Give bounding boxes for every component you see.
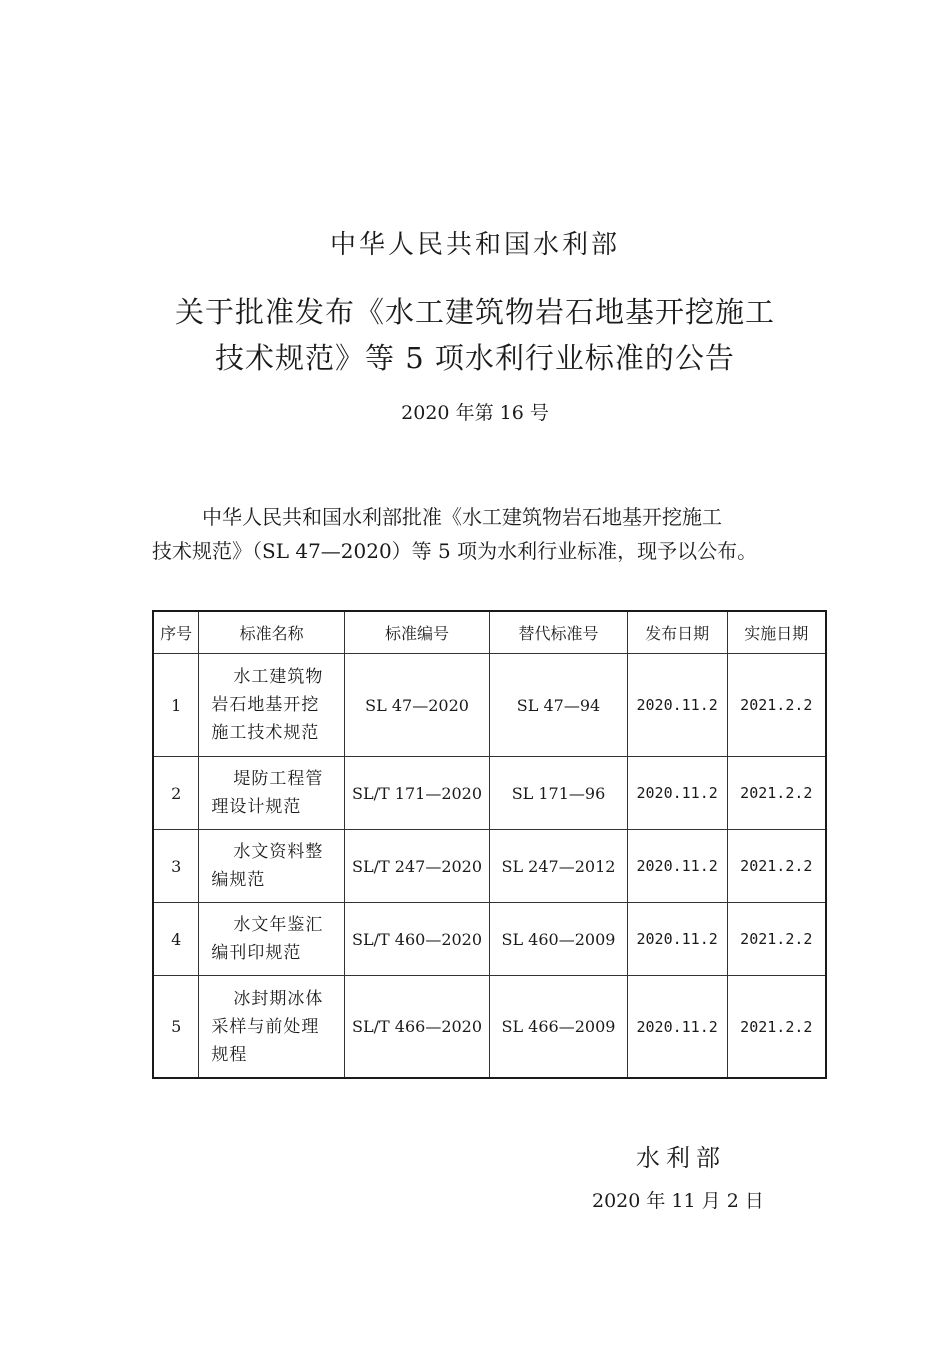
cell-effective-date: 2021.2.2 [727,830,826,903]
name-line: 堤防工程管 [233,769,324,789]
signature-ministry: 水利部 [636,1144,726,1172]
cell-replaces: SL 460—2009 [490,903,627,976]
cell-replaces: SL 247—2012 [490,830,627,903]
name-line: 理设计规范 [211,797,302,817]
cell-publish-date: 2020.11.2 [627,654,727,757]
name-line: 冰封期冰体 [233,988,324,1009]
cell-effective-date: 2021.2.2 [727,976,826,1079]
announcement-title-line2: 技术规范》等 5 项水利行业标准的公告 [215,341,735,375]
cell-replaces: SL 466—2009 [490,976,627,1079]
cell-seq: 2 [153,757,199,830]
cell-name [199,903,345,976]
cell-replaces: SL 47—94 [490,654,627,757]
document-number: 2020 年第 16 号 [401,402,549,424]
cell-effective-date: 2021.2.2 [727,654,826,757]
header-publish-date: 发布日期 [627,611,727,654]
header-code: 标准编号 [344,611,489,654]
name-line: 采样与前处理 [211,1016,320,1037]
header-replaces: 替代标准号 [490,611,627,654]
table-row [153,976,826,1079]
cell-seq: 4 [153,903,199,976]
cell-name [199,830,345,903]
cell-name [199,654,345,757]
cell-seq: 3 [153,830,199,903]
cell-name [199,757,345,830]
name-line: 水工建筑物 [233,667,324,687]
cell-code: SL/T 460—2020 [344,903,489,976]
table-row [153,654,826,757]
table-row [153,757,826,830]
name-line: 岩石地基开挖 [211,695,320,715]
name-line: 规程 [211,1044,248,1065]
name-line: 施工技术规范 [211,723,320,743]
cell-effective-date: 2021.2.2 [727,903,826,976]
header-name: 标准名称 [199,611,345,654]
cell-replaces: SL 171—96 [490,757,627,830]
header-effective-date: 实施日期 [727,611,826,654]
table-header-row [153,611,826,654]
name-line: 编规范 [211,870,266,890]
cell-effective-date: 2021.2.2 [727,757,826,830]
cell-name [199,976,345,1079]
signature-date: 2020 年 11 月 2 日 [592,1190,764,1212]
cell-publish-date: 2020.11.2 [627,757,727,830]
cell-publish-date: 2020.11.2 [627,976,727,1079]
name-line: 编刊印规范 [211,943,302,963]
cell-code: SL/T 466—2020 [344,976,489,1079]
body-paragraph-line1: 中华人民共和国水利部批准《水工建筑物岩石地基开挖施工 [202,505,722,529]
issuing-ministry: 中华人民共和国水利部 [329,230,620,260]
cell-publish-date: 2020.11.2 [627,903,727,976]
cell-seq: 5 [153,976,199,1079]
cell-code: SL/T 171—2020 [344,757,489,830]
name-line: 水文年鉴汇 [233,915,324,935]
cell-seq: 1 [153,654,199,757]
cell-code: SL 47—2020 [344,654,489,757]
cell-code: SL/T 247—2020 [344,830,489,903]
table-row [153,903,826,976]
announcement-title-line1: 关于批准发布《水工建筑物岩石地基开挖施工 [174,295,775,329]
cell-publish-date: 2020.11.2 [627,830,727,903]
name-line: 水文资料整 [233,842,324,862]
standards-table [152,610,827,1079]
table-row [153,830,826,903]
header-seq: 序号 [153,611,199,654]
body-paragraph-line2: 技术规范》（SL 47—2020）等 5 项为水利行业标准，现予以公布。 [152,539,758,563]
